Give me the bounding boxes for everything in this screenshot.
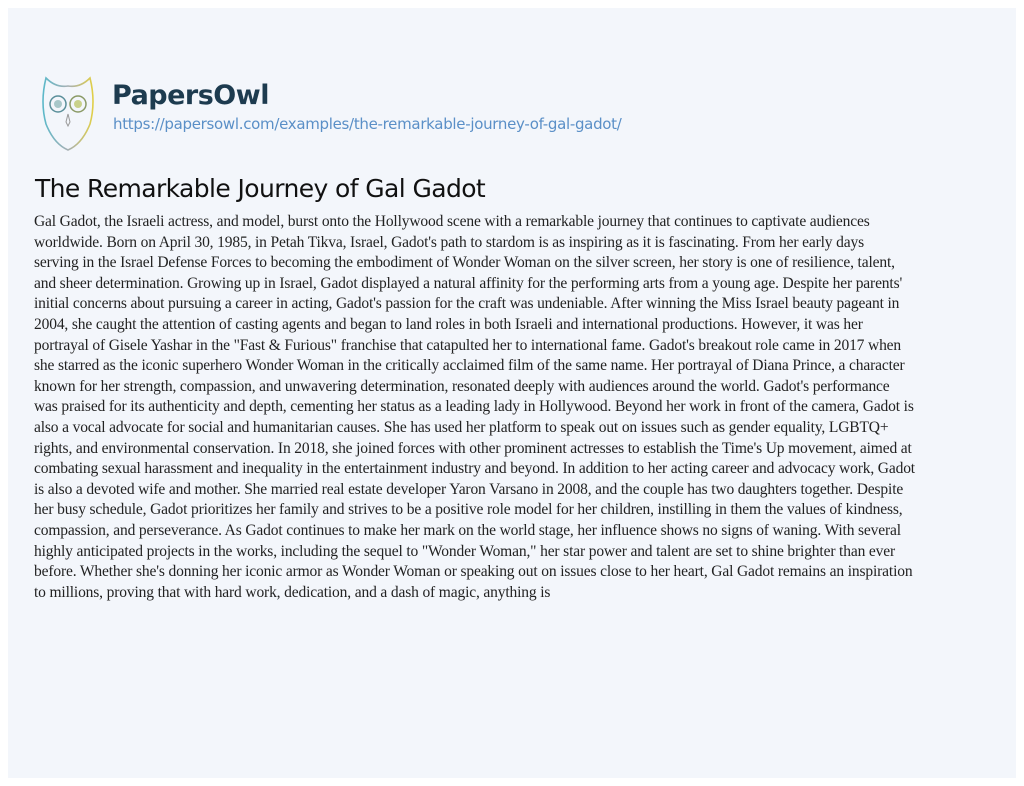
article-text-line: also a vocal advocate for social and humanitarian causes. She has used her platform to speak out on issues such as gender equality, LGBTQ+	[34, 418, 889, 436]
owl-logo-icon	[42, 72, 94, 156]
article-text-line: rights, and environmental conservation. In 2018, she joined forces with other prominent actresses to establish the Time's Up movement, aimed at	[34, 439, 912, 457]
page-card	[8, 8, 1016, 778]
article-text-line: to millions, proving that with hard work, dedication, and a dash of magic, anything is	[34, 583, 551, 601]
article-text-line: 2004, she caught the attention of casting agents and began to land roles in both Israeli and international productions. However, it was her	[34, 315, 863, 333]
article-body	[34, 212, 1024, 603]
article-text-line: portrayal of Gisele Yashar in the "Fast & Furious" franchise that catapulted her to international fame. Gadot's breakout role came in 2017 when	[34, 336, 902, 354]
article-text-line: highly anticipated projects in the works, including the sequel to "Wonder Woman," her star power and talent are set to shine brighter than ever	[34, 542, 896, 560]
page-title: The Remarkable Journey of Gal Gadot	[35, 174, 486, 203]
article-text-line: and sheer determination. Growing up in Israel, Gadot displayed a natural affinity for the performing arts from a young age. Despite her parents'	[34, 274, 903, 292]
article-text-line: is also a devoted wife and mother. She married real estate developer Yaron Varsano in 2008, and the couple has two daughters together. Despite	[34, 480, 904, 498]
article-text-line: known for her strength, compassion, and unwavering determination, resonated deeply with audiences around the world. Gadot's performance	[34, 377, 890, 395]
article-text-line: before. Whether she's donning her iconic armor as Wonder Woman or speaking out on issues close to her heart, Gal Gadot remains an inspiration	[34, 563, 913, 581]
article-text-line: combating sexual harassment and inequality in the entertainment industry and beyond. In addition to her acting career and advocacy work, Gadot	[34, 460, 915, 478]
article-text-line: her busy schedule, Gadot prioritizes her family and strives to be a positive role model for her children, instilling in them the values of kindness,	[34, 501, 903, 519]
article-text-line: she starred as the iconic superhero Wonder Woman in the critically acclaimed film of the same name. Her portrayal of Diana Prince, a character	[34, 357, 905, 375]
article-text-line: worldwide. Born on April 30, 1985, in Petah Tikva, Israel, Gadot's path to stardom is as inspiring as it is fascinating. From her early days	[34, 233, 864, 251]
article-text-line: initial concerns about pursuing a career in acting, Gadot's passion for the craft was undeniable. After winning the Miss Israel beauty pageant in	[34, 295, 900, 313]
source-url-link[interactable]: https://papersowl.com/examples/the-remarkable-journey-of-gal-gadot/	[113, 115, 622, 133]
article-text-line: Gal Gadot, the Israeli actress, and model, burst onto the Hollywood scene with a remarkable journey that continues to captivate audiences	[34, 213, 870, 230]
brand-name: PapersOwl	[112, 80, 269, 111]
article-text-line: serving in the Israel Defense Forces to becoming the embodiment of Wonder Woman on the silver screen, her story is one of resilience, talent,	[34, 254, 895, 272]
article-text-line: was praised for its authenticity and depth, cementing her status as a leading lady in Hollywood. Beyond her work in front of the camera, Gadot is	[34, 398, 914, 416]
article-text-line: compassion, and perseverance. As Gadot continues to make her mark on the world stage, her influence shows no signs of waning. With several	[34, 521, 901, 539]
